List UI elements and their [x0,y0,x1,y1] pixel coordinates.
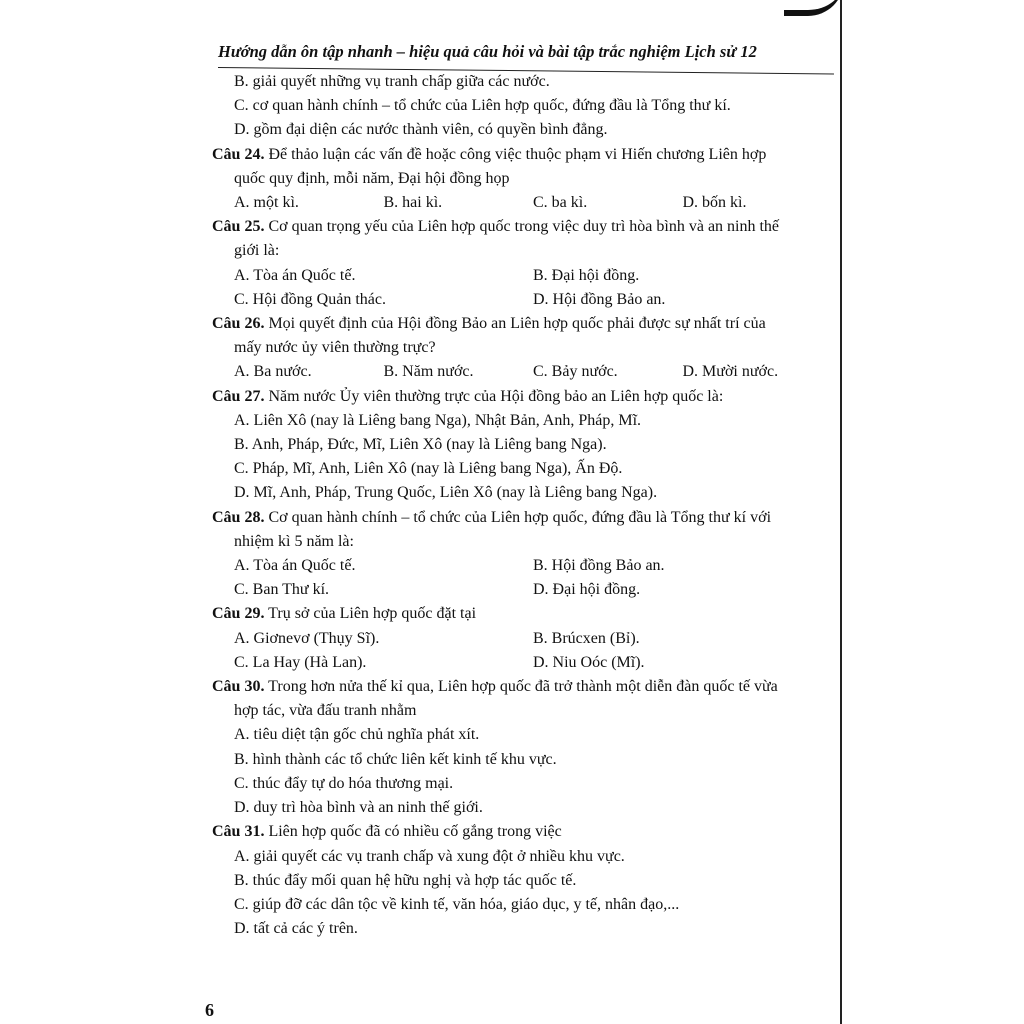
option-d: D. Hội đồng Bảo an. [533,290,666,308]
question-number: Câu 31. [212,823,265,841]
option-c: C. La Hay (Hà Lan). [234,653,367,671]
option-b: B. Đại hội đồng. [533,266,640,284]
option-d: D. Đại hội đồng. [533,581,641,599]
option-c: C. thúc đẩy tự do hóa thương mại. [234,774,454,792]
question-25-options-row1 [212,264,832,288]
option-a: A. giải quyết các vụ tranh chấp và xung đột ở nhiều khu vực. [234,847,625,865]
question-text: Cơ quan trọng yếu của Liên hợp quốc trong việc duy trì hòa bình và an ninh thế [264,218,780,236]
option-b: B. hai kì. [383,194,443,212]
question-26 [212,312,832,336]
question-29 [212,602,832,626]
option-d: D. duy trì hòa bình và an ninh thế giới. [234,799,483,817]
question-25 [212,215,832,239]
question-number: Câu 25. [212,218,265,236]
question-text: Trụ sở của Liên hợp quốc đặt tại [264,605,477,623]
option-d: D. bốn kì. [682,194,747,212]
question-28-options-row2 [212,578,832,602]
option-d: D. Mười nước. [682,363,779,381]
question-text: Liên hợp quốc đã có nhiều cố gắng trong việc [264,823,562,841]
question-number: Câu 30. [212,678,265,696]
option-b: B. thúc đẩy mối quan hệ hữu nghị và hợp tác quốc tế. [234,871,577,889]
question-28-cont: nhiệm kì 5 năm là: [234,532,354,550]
option-a: A. Liên Xô (nay là Liêng bang Nga), Nhật Bản, Anh, Pháp, Mĩ. [234,411,642,429]
carry-option-b: B. giải quyết những vụ tranh chấp giữa các nước. [234,73,550,90]
option-c: C. giúp đỡ các dân tộc về kinh tế, văn hóa, giáo dục, y tế, nhân đạo,... [234,895,680,913]
question-text: Mọi quyết định của Hội đồng Bảo an Liên hợp quốc phải được sự nhất trí của [264,315,766,333]
page-corner-shadow [784,0,844,16]
question-number: Câu 27. [212,387,265,405]
page-content [212,70,832,941]
option-c: C. Ban Thư kí. [234,581,330,599]
question-29-options-row2 [212,651,832,675]
option-c: C. Pháp, Mĩ, Anh, Liên Xô (nay là Liêng bang Nga), Ấn Độ. [234,460,623,478]
question-number: Câu 24. [212,145,265,163]
question-text: Trong hơn nửa thế kỉ qua, Liên hợp quốc đã trở thành một diễn đàn quốc tế vừa [264,678,778,696]
page-number: 6 [205,1000,214,1020]
question-31 [212,820,832,844]
question-24-cont: quốc quy định, mỗi năm, Đại hội đồng họp [234,169,510,187]
option-c: C. Bảy nước. [533,363,618,381]
option-c: C. Hội đồng Quản thác. [234,290,386,308]
question-24 [212,143,832,167]
option-d: D. Niu Oóc (Mĩ). [533,653,645,671]
option-d: D. tất cả các ý trên. [234,920,358,938]
question-28-options-row1 [212,554,832,578]
question-25-options-row2 [212,288,832,312]
question-number: Câu 29. [212,605,265,623]
option-b: B. Anh, Pháp, Đức, Mĩ, Liên Xô (nay là Liêng bang Nga). [234,436,607,454]
option-d: D. Mĩ, Anh, Pháp, Trung Quốc, Liên Xô (nay là Liêng bang Nga). [234,484,658,502]
carry-option-d: D. gồm đại diện các nước thành viên, có quyền bình đẳng. [234,121,608,139]
option-c: C. ba kì. [533,194,588,212]
option-b: B. Năm nước. [383,363,474,381]
option-a: A. Tòa án Quốc tế. [234,266,356,284]
option-a: A. Ba nước. [234,363,312,381]
option-a: A. một kì. [234,194,299,212]
option-b: B. Hội đồng Bảo an. [533,557,665,575]
question-29-options-row1 [212,627,832,651]
question-number: Câu 28. [212,508,265,526]
running-header: Hướng dẫn ôn tập nhanh – hiệu quả câu hỏi và bài tập trắc nghiệm Lịch sử 12 [218,42,757,61]
option-a: A. tiêu diệt tận gốc chủ nghĩa phát xít. [234,726,480,744]
question-26-cont: mấy nước ủy viên thường trực? [234,339,436,357]
option-b: B. Brúcxen (Bỉ). [533,629,640,647]
question-number: Câu 26. [212,315,265,333]
question-text: Năm nước Ủy viên thường trực của Hội đồng bảo an Liên hợp quốc là: [264,387,724,405]
question-30 [212,675,832,699]
question-26-options [212,360,832,384]
question-25-cont: giới là: [234,242,280,260]
carry-option-c: C. cơ quan hành chính – tổ chức của Liên hợp quốc, đứng đầu là Tổng thư kí. [234,97,731,115]
page-edge-line [840,0,842,1024]
question-28 [212,506,832,530]
question-30-cont: hợp tác, vừa đấu tranh nhằm [234,702,417,720]
option-a: A. Giơnevơ (Thụy Sĩ). [234,629,380,647]
question-24-options [212,191,832,215]
question-text: Để thảo luận các vấn đề hoặc công việc thuộc phạm vi Hiến chương Liên hợp [264,145,767,163]
question-text: Cơ quan hành chính – tổ chức của Liên hợp quốc, đứng đầu là Tổng thư kí với [264,508,772,526]
question-27 [212,385,832,409]
option-b: B. hình thành các tổ chức liên kết kinh tế khu vực. [234,750,557,768]
option-a: A. Tòa án Quốc tế. [234,557,356,575]
